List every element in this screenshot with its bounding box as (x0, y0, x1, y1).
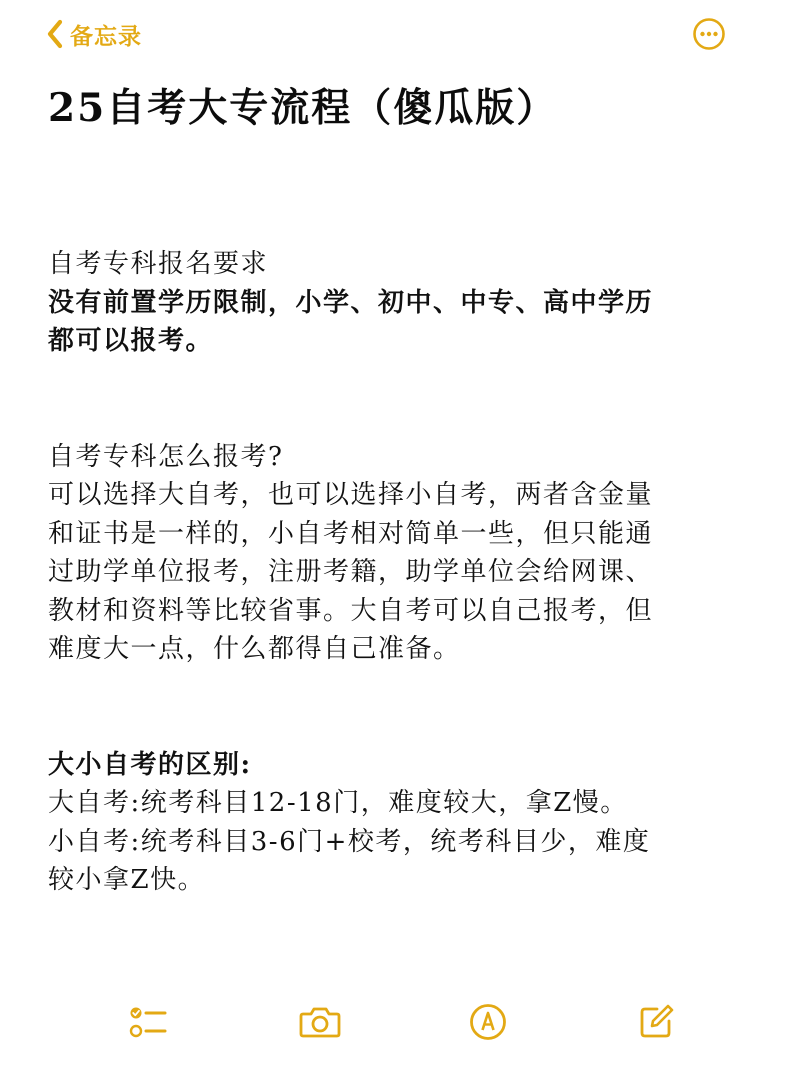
compose-button[interactable] (634, 1000, 678, 1044)
camera-button[interactable] (298, 1000, 342, 1044)
note-text-line: 小自考:统考科目3-6门+校考，统考科目少，难度 (48, 826, 651, 857)
markup-pen-icon (469, 1003, 507, 1041)
note-text-line: 较小拿Z快。 (48, 865, 206, 895)
ellipsis-circle-icon (692, 17, 726, 51)
back-label: 备忘录 (70, 23, 142, 50)
more-options-button[interactable] (692, 17, 726, 51)
compose-icon (637, 1003, 675, 1041)
note-text-line: 都可以报考。 (48, 326, 214, 356)
note-text-line: 大自考:统考科目12-18门，难度较大，拿Z慢。 (48, 788, 628, 818)
note-text-line: 没有前置学历限制，小学、初中、中专、高中学历 (48, 287, 654, 318)
note-text-line: 自考专科怎么报考? (48, 441, 284, 472)
camera-icon (299, 1005, 341, 1039)
note-text-line: 过助学单位报考，注册考籍，助学单位会给网课、 (48, 557, 654, 587)
navigation-bar (0, 0, 800, 70)
checklist-button[interactable] (126, 1000, 170, 1044)
chevron-left-icon (46, 19, 64, 49)
note-paragraph (48, 746, 748, 900)
note-text-line: 难度大一点，什么都得自己准备。 (48, 634, 461, 664)
note-text-line: 可以选择大自考，也可以选择小自考，两者含金量 (48, 480, 654, 510)
note-paragraph (48, 438, 748, 669)
back-button[interactable] (46, 14, 142, 54)
note-text-line: 教材和资料等比较省事。大自考可以自己报考，但 (48, 595, 654, 626)
markup-button[interactable] (466, 1000, 510, 1044)
note-paragraph (48, 245, 748, 361)
note-title: 25自考大专流程（傻瓜版） (48, 85, 558, 131)
checklist-icon (128, 1004, 168, 1040)
bottom-toolbar (0, 1000, 800, 1044)
note-text-line: 和证书是一样的，小自考相对简单一些，但只能通 (48, 518, 654, 549)
note-body[interactable] (48, 245, 748, 900)
note-text-line: 自考专科报名要求 (48, 249, 269, 279)
note-text-line: 大小自考的区别: (48, 749, 252, 780)
